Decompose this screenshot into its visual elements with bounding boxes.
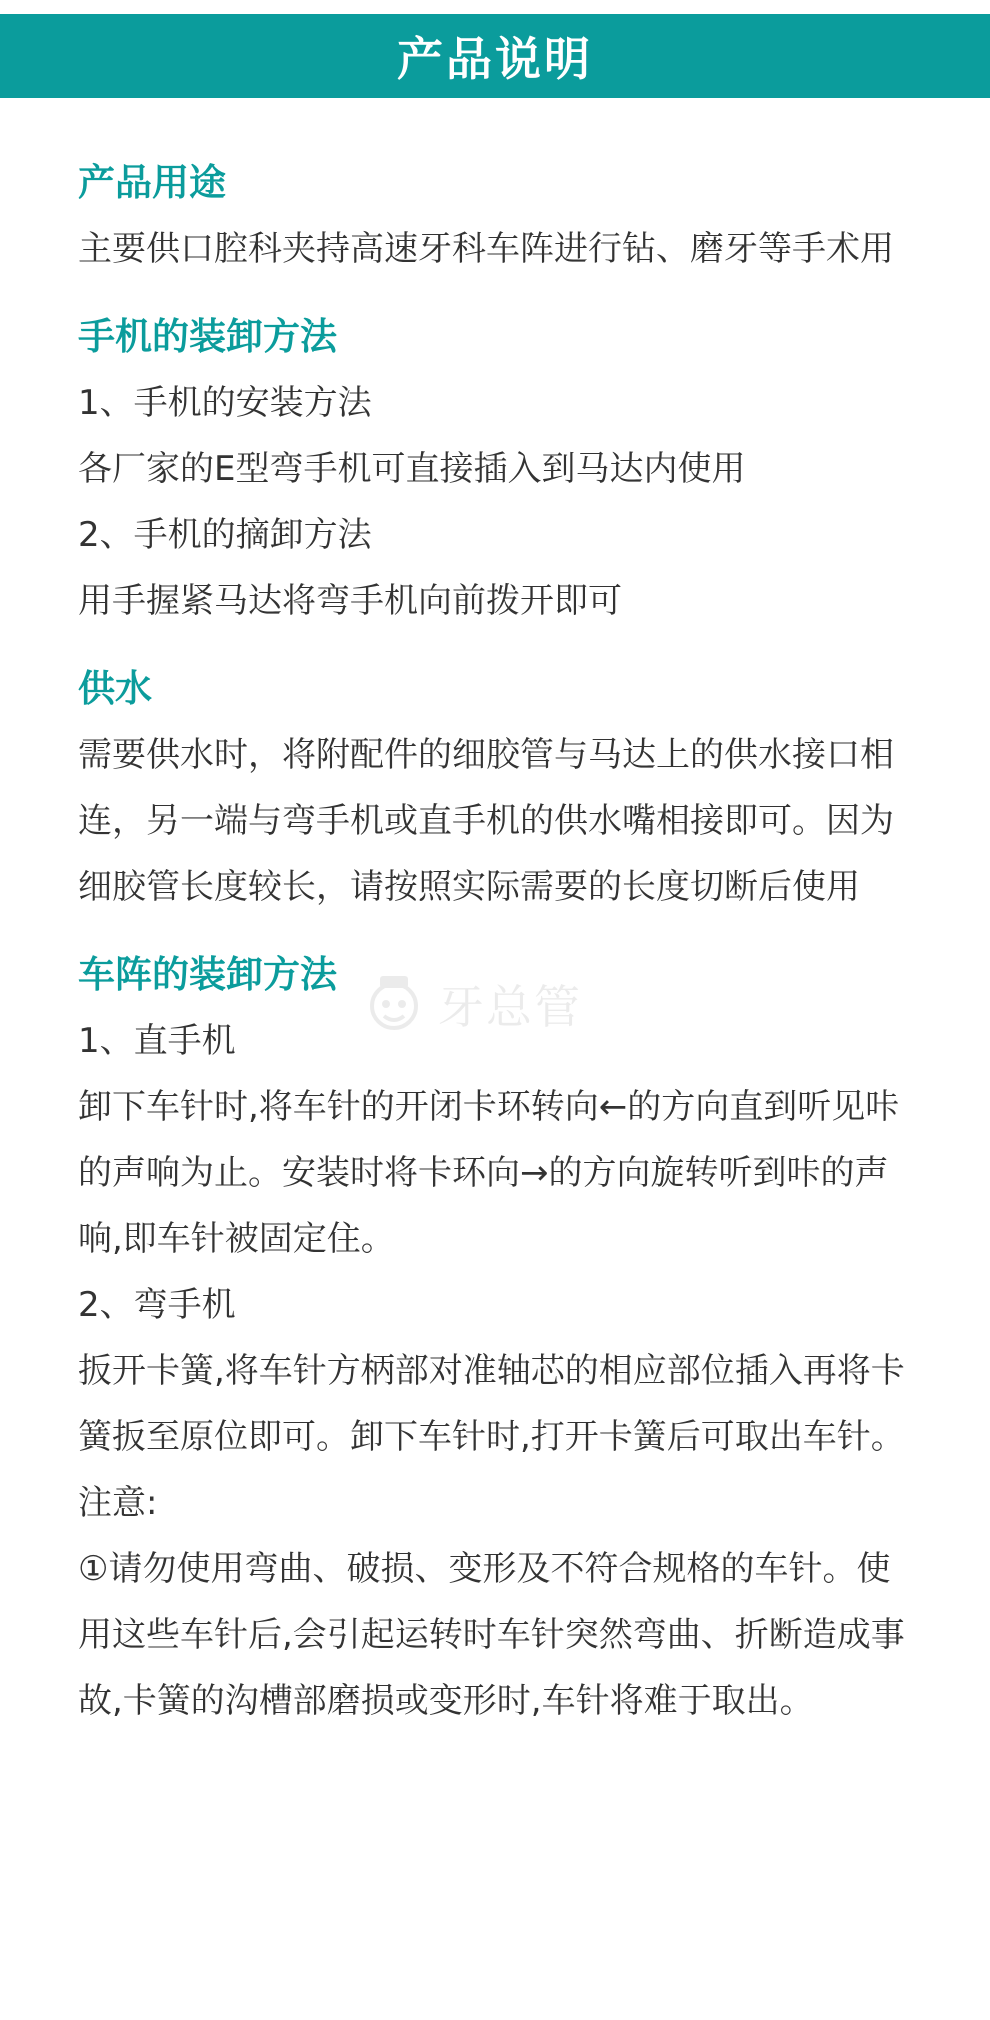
paragraph: 1、手机的安装方法 bbox=[78, 383, 372, 423]
paragraph: 用手握紧马达将弯手机向前拨开即可 bbox=[78, 581, 622, 621]
paragraph: 2、弯手机 bbox=[78, 1285, 236, 1325]
document-body bbox=[78, 150, 918, 1734]
section-handpiece-mounting bbox=[78, 304, 918, 634]
paragraph: 需要供水时，将附配件的细胶管与马达上的供水接口相连，另一端与弯手机或直手机的供水嘴相接即可。因为细胶管长度较长，请按照实际需要的长度切断后使用 bbox=[78, 735, 894, 907]
section-heading: 供水 bbox=[78, 667, 152, 710]
section-usage bbox=[78, 150, 918, 282]
paragraph: 2、手机的摘卸方法 bbox=[78, 515, 372, 555]
watermark-text: 牙总管 bbox=[438, 980, 582, 1034]
paragraph: 卸下车针时,将车针的开闭卡环转向←的方向直到听见咔的声响为止。安装时将卡环向→的方向旋转听到咔的声响,即车针被固定住。 bbox=[78, 1087, 900, 1259]
paragraph: 扳开卡簧,将车针方柄部对准轴芯的相应部位插入再将卡簧扳至原位即可。卸下车针时,打开卡簧后可取出车针。 bbox=[78, 1351, 905, 1457]
section-heading: 手机的装卸方法 bbox=[78, 315, 337, 358]
paragraph: 1、直手机 bbox=[78, 1021, 236, 1061]
paragraph: 注意: bbox=[78, 1483, 158, 1523]
page-title: 产品说明 bbox=[397, 32, 593, 86]
section-water-supply bbox=[78, 656, 918, 920]
paragraph: 主要供口腔科夹持高速牙科车阵进行钻、磨牙等手术用 bbox=[78, 229, 894, 269]
section-heading: 车阵的装卸方法 bbox=[78, 953, 337, 996]
section-bur-mounting bbox=[78, 942, 918, 1734]
paragraph: 各厂家的E型弯手机可直接插入到马达内使用 bbox=[78, 449, 746, 489]
header-bar bbox=[0, 14, 990, 98]
section-heading: 产品用途 bbox=[78, 161, 226, 204]
paragraph: ①请勿使用弯曲、破损、变形及不符合规格的车针。使用这些车针后,会引起运转时车针突然弯曲、折断造成事故,卡簧的沟槽部磨损或变形时,车针将难于取出。 bbox=[78, 1549, 905, 1721]
